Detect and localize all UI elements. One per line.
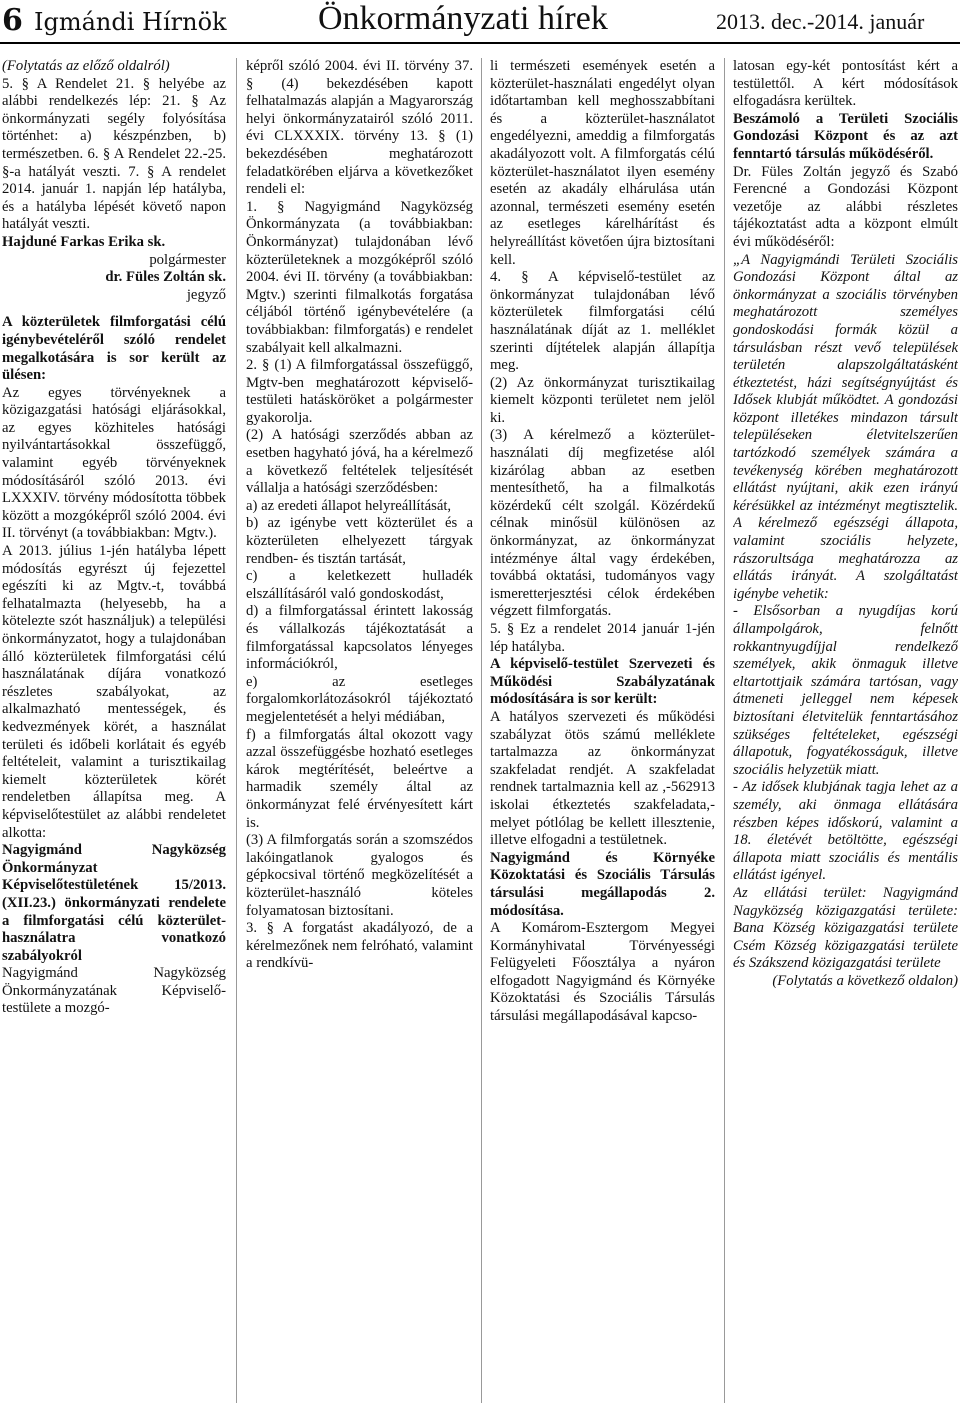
- signer-name: dr. Füles Zoltán sk.: [105, 269, 226, 286]
- paragraph: Az egyes törvényeknek a közigazgatási hatósági eljárásokkal, az egyes közhiteles hatósági nyilvántartásokkal összefüggő, valamint egyéb törvényeknek módosításáról szóló 2013. évi LXXXIV. törvény módosította többek között a mozgóképről szóló 2004. évi II. törvényt (a továbbiakban: Mgtv.).: [2, 384, 226, 542]
- quote-paragraph: - Az idősek klubjának tagja lehet az a személy, aki önmaga ellátására részben képes időskorú, valamint a 18. életévét betöltötte, egészségi állapota miatt szociális és mentális ellátást igényel.: [733, 779, 958, 884]
- signer-name: Hajduné Farkas Erika sk.: [2, 233, 166, 250]
- article-heading: A képviselő-testület Szervezeti és Működési Szabályzatának módosítására is sor került:: [490, 656, 715, 708]
- column-divider: [724, 58, 725, 1403]
- paragraph: (3) A filmforgatás során a szomszédos lakóingatlanok gyalogos és gépkocsival történő megközelítését a közterület-használó köteles folyamatosan biztosítani.: [246, 832, 473, 919]
- article-heading: Beszámoló a Területi Szociális Gondozási Központ és az azt fenntartó társulás működéséről.: [733, 110, 958, 162]
- list-item: f) a filmforgatás által okozott vagy azzal összefüggésbe hozható esetleges károk megtérítését, beleértve a harmadik személy által az önkormányzat felé érvényesített kárt is.: [246, 726, 473, 831]
- paragraph: képről szóló 2004. évi II. törvény 37. § (4) bekezdésében kapott felhatalmazás alapján a Magyarország helyi önkormányzatairól szóló 2011. évi CLXXXIX. törvény 13. § (1) bekezdésében meghatározott feladatkörében eljárva a következőket rendeli el:: [246, 58, 473, 198]
- list-item: e) az esetleges forgalomkorlátozásokról tájékoztató megjelentetését a helyi médiában,: [246, 673, 473, 725]
- quote-paragraph: „A Nagyigmándi Területi Szociális Gondozási Központ által az önkormányzat a szociális törvényben meghatározott személyes gondoskodási formák közül a társulásban részt vevő települések területén alapszolgáltatásként étkeztetést, házi segítségnyújtást és Idősek klubját működtet. A gondozási központ illetékes mindazon társult településeken életvitelszerűen tartózkodó személyek számára a tevékenység körében meghatározott ellátást nyújtani, akik ezen irányú kérésükkel az intézményt megtisztelik. A kérelmező egészségi állapota, valamint szociális helyzete, rászorultsága meghatározza az ellátás irányát. A szolgáltatást igénybe vehetik:: [733, 251, 958, 602]
- quote-paragraph: - Elsősorban a nyugdíjas korú állampolgárok, felnőtt rokkantnyugdíjjal rendelkező személyek, akik önmaguk illetve eltartottjaik számára tartósan, vagy átmeneti jelleggel nem képesek biztosítani életvitelük fenntartásához szükséges feltételeket, egészségi állapotuk, fogyatékosságuk, illetve szociális helyzetük miatt.: [733, 603, 958, 778]
- issue-date: 2013. dec.-2014. január: [716, 9, 925, 34]
- page-header: [0, 0, 960, 44]
- paragraph: 5. § Ez a rendelet 2014 január 1-jén lép hatályba.: [490, 621, 715, 655]
- paragraph: (3) A kérelmező a közterület-használati díj megfizetése alól kizárólag abban az esetben mentesíthető, ha a filmalkotás közérdekű célt szolgál. Közérdekű célnak minősül különösen az önkormányzat, az önkormányzat intézménye által vagy érdekében, továbbá oktatási, tudományos vagy ismeretterjesztési célok érdekében végzett filmforgatás.: [490, 427, 715, 620]
- list-item: a) az eredeti állapot helyreállítását,: [246, 497, 452, 514]
- section-title: Önkormányzati hírek: [318, 0, 608, 37]
- paragraph: A hatályos szervezeti és működési szabályzat ötös számú melléklete tartalmazza az önkormányzat szakfeladat rendjét. A szakfeladat rendnek tartalmaznia kell az ,-562913 iskolai étkeztetés szakfeladata,- melyet pótlólag be kellett illesztenie, illetve elfogadni a testületnek.: [490, 708, 715, 849]
- paragraph: 1. § Nagyigmánd Nagyközség Önkormányzata (a továbbiakban: Önkormányzat) tulajdonában lévő közterületeknek a mozgóképről szóló 2004. évi II. törvény (a továbbiakban: Mgtv.) szerinti filmalkotás forgatása céljából történő igénybevételére (a továbbiakban: filmforgatás) e rendelet szabályait kell alkalmazni.: [246, 198, 473, 356]
- column-2: [246, 58, 473, 1403]
- paragraph: 4. § A képviselő-testület az önkormányzat tulajdonában lévő közterületek filmforgatási célú használatának díját az 1. melléklet szerinti díjtételek alapján állapítja meg.: [490, 269, 715, 374]
- list-item: d) a filmforgatással érintett lakosság és vállalkozás tájékoztatását a filmforgatással kapcsolatos lényeges információkról,: [246, 603, 473, 673]
- column-divider: [236, 58, 237, 1403]
- column-1: [2, 58, 226, 1403]
- continued-to-note: (Folytatás a következő oldalon): [772, 972, 958, 989]
- paragraph: li természeti események esetén a közterület-használati engedélyt olyan időtartamban kell meghosszabbítani és a közterület-használatot engedélyezni, ameddig a filmforgatás akadályozott volt. A filmforgatás célú közterület-használatot ilyen esemény esetén az akadály elhárulása után azonnal, természeti esemény esetén az esetleges kárelhárítást és helyreállítást követően újra biztosítani kell.: [490, 58, 715, 268]
- column-4: [733, 58, 958, 1403]
- publication-name: Igmándi Hírnök: [34, 8, 227, 36]
- paragraph: (2) Az önkormányzat turisztikailag kiemelt központi területet nem jelöl ki.: [490, 374, 715, 426]
- paragraph: (2) A hatósági szerződés abban az esetben hagyható jóvá, ha a kérelmező a következő feltételek teljesítését vállalja a hatósági szerződésben:: [246, 427, 473, 497]
- article-heading: Nagyigmánd és Környéke Közoktatási és Szociális Társulás társulási megállapodás 2. módosítása.: [490, 849, 715, 919]
- list-item: c) a keletkezett hulladék elszállításáról való gondoskodást,: [246, 568, 473, 602]
- column-3: [490, 58, 715, 1403]
- paragraph: 5. § A Rendelet 21. § helyébe az alábbi rendelkezés lép: 21. § Az önkormányzati segély folyósítása történhet: a) készpénzben, b) természetben. 6. § A Rendelet 22.-25. §-a hatályát veszti. 7. § A rendelet 2014. január 1. napján lép hatályba, és a hatályba lépését követő napon hatályát veszti.: [2, 75, 226, 233]
- paragraph: 2. § (1) A filmforgatással összefüggő, Mgtv-ben meghatározott képviselő-testületi hatásköröket a polgármester gyakorolja.: [246, 357, 473, 426]
- signer-title: polgármester: [149, 251, 226, 268]
- signer-title: jegyző: [186, 286, 226, 303]
- column-divider: [481, 58, 482, 1403]
- paragraph: A Komárom-Esztergom Megyei Kormányhivatal Törvényességi Felügyeleti Főosztálya a nyáron elfogadott Nagyigmánd és Környéke Közoktatási és Szociális Társulás társulási megállapodásával kapcso-: [490, 920, 715, 1025]
- quote-paragraph: Az ellátási terület: Nagyigmánd Nagyközség közigazgatási területe: Bana Község közigazgatási területe Csém Község közigazgatási területe és Szákszend közigazgatási területe: [733, 884, 958, 972]
- list-item: b) az igénybe vett közterület és a közterületen elhelyezett tárgyak rendben- és tisztán tartását,: [246, 515, 473, 567]
- decree-title: Nagyigmánd Nagyközség Önkormányzat Képviselőtestületének 15/2013. (XII.23.) önkormányzati rendelete a filmforgatási célú közterület-használatra vonatkozó szabályokról: [2, 842, 226, 964]
- paragraph: Nagyigmánd Nagyközség Önkormányzatának Képviselő-testülete a mozgó-: [2, 965, 226, 1017]
- page-number: 6: [2, 3, 23, 38]
- paragraph: A 2013. július 1-jén hatályba lépett módosítás egyrészt új fejezettel egészíti ki az Mgtv.-t, továbbá felhatalmazta (helyesebb, ha a kötelezte szót használjuk) a települési önkormányzatot, hogy a tulajdonában álló közterületek filmforgatási célú használatának díjára vonatkozó részletes szabályokat, az alkalmazható mentességek, és kedvezmények körét, a használat területi és időbeli korlátait és egyéb feltételeit, valamint a turisztikailag kiemelt közterületek körét rendeletben állapítsa meg. A képviselőtestület az alábbi rendeletet alkotta:: [2, 543, 226, 841]
- article-heading: A közterületek filmforgatási célú igénybevételéről szóló rendelet megalkotására is sor került az ülésen:: [2, 314, 226, 384]
- paragraph: Dr. Füles Zoltán jegyző és Szabó Ferencné a Gondozási Központ vezetője az alábbi részletes tájékoztatást adta a központ elmúlt évi működéséről:: [733, 163, 958, 250]
- paragraph: latosan egy-két pontosítást kért a testülettől. A kért módosítások elfogadásra kerültek.: [733, 58, 958, 110]
- paragraph: 3. § A forgatást akadályozó, de a kérelmezőnek nem felróható, valamint a rendkívü-: [246, 920, 473, 972]
- continued-from-note: (Folytatás az előző oldalról): [2, 58, 170, 74]
